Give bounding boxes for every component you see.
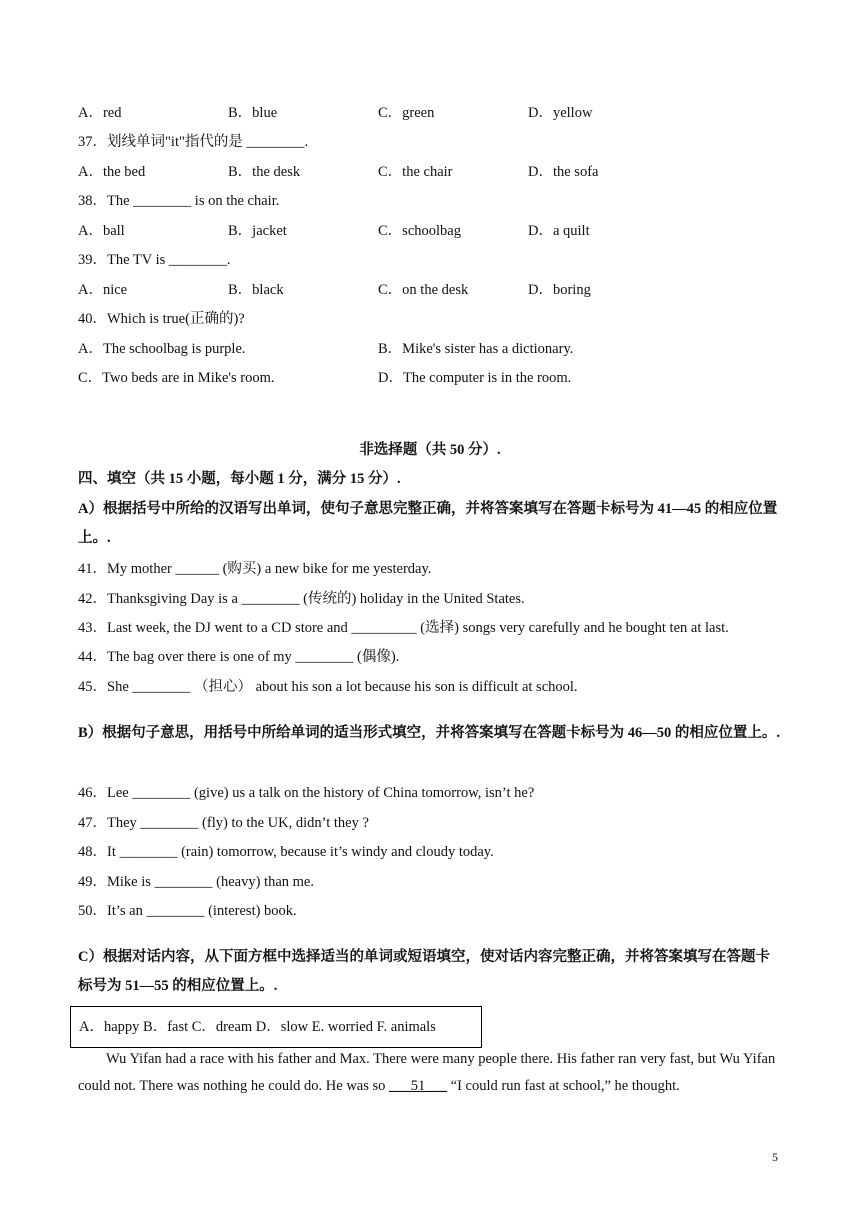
q42: 42．Thanksgiving Day is a ________ (传统的) holiday in the United States.: [78, 591, 525, 607]
q43: 43．Last week, the DJ went to a CD store and _________ (选择) songs very carefully and he bought ten at last.: [78, 620, 729, 636]
q38-stem: 38．The ________ is on the chair.: [78, 193, 280, 209]
part-a-instruction: A）根据括号中所给的汉语写出单词，使句子意思完整正确，并将答案填写在答题卡标号为 41—45 的相应位置上。.: [78, 501, 778, 546]
q37-option-d: D．the sofa: [528, 164, 599, 180]
q37-option-b: B．the desk: [228, 164, 301, 180]
part4-title: 四、填空（共 15 小题，每小题 1 分，满分 15 分）.: [78, 471, 401, 487]
q48: 48．It ________ (rain) tomorrow, because it’s windy and cloudy today.: [78, 844, 494, 860]
q38-option-a: A．ball: [78, 223, 125, 239]
q40-option-d: D．The computer is in the room.: [378, 370, 572, 386]
q39-option-d: D．boring: [528, 282, 591, 298]
page-number: 5: [772, 1150, 778, 1164]
q41: 41．My mother ______ (购买) a new bike for me yesterday.: [78, 561, 432, 577]
q39-option-c: C．on the desk: [378, 282, 469, 298]
q40-stem: 40．Which is true(正确的)?: [78, 311, 245, 327]
passage: [78, 1046, 783, 1100]
q37-option-c: C．the chair: [378, 164, 453, 180]
passage-text-1: Wu Yifan had a race with his father and Max. There were many people there. His father ran very fast, but Wu Yifan could not. There was nothing he could do. He was so: [78, 1051, 776, 1094]
part-b-instruction: B）根据句子意思，用括号中所给单词的适当形式填空，并将答案填写在答题卡标号为 46—50 的相应位置上。.: [78, 725, 781, 741]
passage-text-2: “I could run fast at school,” he thought.: [447, 1078, 680, 1094]
q39-option-a: A．nice: [78, 282, 128, 298]
q40-option-b: B．Mike's sister has a dictionary.: [378, 341, 574, 357]
q50: 50．It’s an ________ (interest) book.: [78, 903, 297, 919]
word-box: [70, 1006, 482, 1048]
q36-option-a: A．red: [78, 105, 122, 121]
q36-option-d: D．yellow: [528, 105, 593, 121]
q40-option-c: C．Two beds are in Mike's room.: [78, 370, 275, 386]
q47: 47．They ________ (fly) to the UK, didn’t they ?: [78, 815, 369, 831]
q37-option-a: A．the bed: [78, 164, 146, 180]
q46: 46．Lee ________ (give) us a talk on the history of China tomorrow, isn’t he?: [78, 785, 535, 801]
q40-option-a: A．The schoolbag is purple.: [78, 341, 246, 357]
q36-option-b: B．blue: [228, 105, 278, 121]
q38-option-b: B．jacket: [228, 223, 287, 239]
q39-option-b: B．black: [228, 282, 284, 298]
q39-stem: 39．The TV is ________.: [78, 252, 231, 268]
q49: 49．Mike is ________ (heavy) than me.: [78, 874, 314, 890]
q36-option-c: C．green: [378, 105, 435, 121]
word-box-options: A．happy B．fast C．dream D．slow E. worried F. animals: [79, 1019, 436, 1035]
q44: 44．The bag over there is one of my ________ (偶像).: [78, 649, 400, 665]
blank-51: ___51___: [389, 1078, 448, 1094]
q37-stem: 37．划线单词"it"指代的是 ________.: [78, 134, 309, 150]
section-title: 非选择题（共 50 分）.: [359, 442, 501, 458]
q38-option-d: D．a quilt: [528, 223, 590, 239]
part-c-instruction: C）根据对话内容，从下面方框中选择适当的单词或短语填空，使对话内容完整正确，并将答案填写在答题卡标号为 51—55 的相应位置上。.: [78, 949, 770, 994]
q45: 45．She ________ （担心） about his son a lot because his son is difficult at school.: [78, 679, 578, 695]
q38-option-c: C．schoolbag: [378, 223, 461, 239]
